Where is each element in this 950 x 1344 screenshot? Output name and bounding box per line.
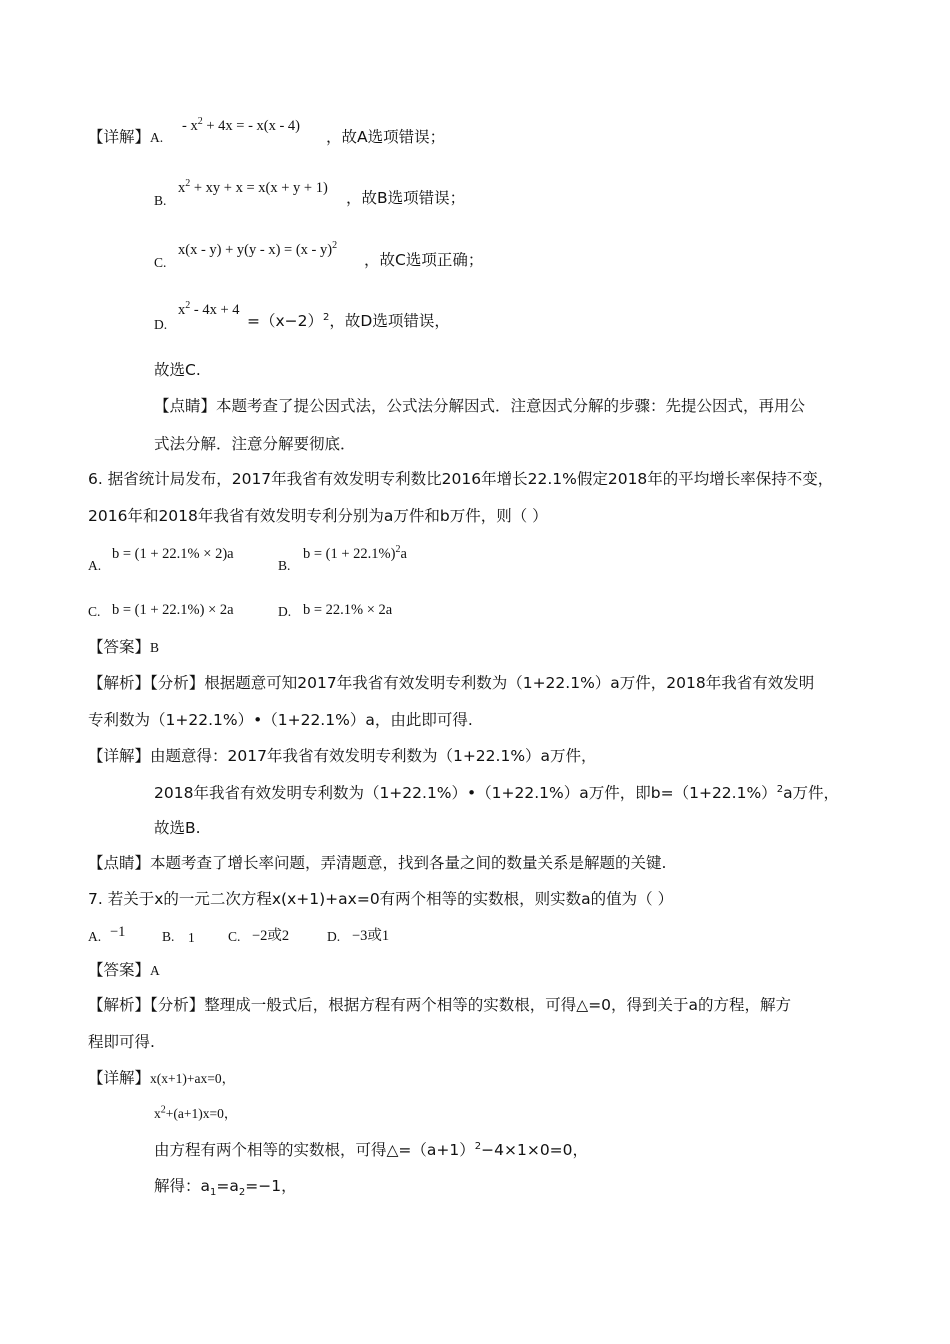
q5-option-c-formula: x(x - y) + y(y - x) = (x - y)$^2$: [178, 240, 338, 258]
q7-option-b-value: 1: [188, 930, 195, 945]
q6-analysis-line-2: 专利数为（1+22.1%）•（1+22.1%）a，由此即可得.: [88, 711, 473, 729]
q7-detail-line-1: 【详解】x(x+1)+ax=0，: [88, 1069, 236, 1087]
q7-option-d-value: −3或1: [352, 928, 390, 944]
q6-detail-line-1: 【详解】由题意得：2017年我省有效发明专利数为（1+22.1%）a万件，: [88, 747, 597, 765]
q6-dianjing: 【点睛】本题考查了增长率问题，弄清题意，找到各量之间的数量关系是解题的关键.: [88, 854, 667, 872]
q7-analysis-line-2: 程即可得.: [88, 1033, 155, 1051]
q5-option-b-label: B.: [154, 193, 167, 208]
q5-option-c-label: C.: [154, 255, 167, 270]
q6-option-b-formula: $b = (1 + 22.1\%)^2a$: [303, 544, 407, 562]
q7-option-a-label: A.: [88, 929, 102, 944]
q6-option-a-formula: b = (1 + 22.1% × 2)a: [112, 546, 234, 562]
q7-option-c-label: C.: [228, 929, 241, 944]
q5-dianjing-line-2: 式法分解．注意分解要彻底．: [154, 435, 356, 453]
q7-option-b-label: B.: [162, 929, 175, 944]
q5-option-d-verdict: $=(x-2)^2$，故D选项错误，: [247, 311, 450, 330]
q5-option-b-verdict: ，故B选项错误；: [346, 189, 466, 207]
q5-detail-line-a: 【详解】A.: [88, 128, 164, 146]
q7-option-c-value: −2或2: [252, 928, 290, 944]
q5-option-d-label: D.: [154, 317, 168, 332]
q6-answer: 【答案】B: [88, 638, 160, 656]
q6-option-b-label: B.: [278, 558, 291, 573]
q5-option-b-formula: $x^2$ + xy + x = x(x + y + 1): [178, 178, 328, 196]
q6-detail-line-2: 2018年我省有效发明专利数为（1+22.1%）•（1+22.1%）a万件，即$b=(1+22.1\%)^2a$万件，: [154, 783, 840, 802]
q5-detail-label: 【详解】: [88, 128, 151, 146]
q6-option-d-formula: b = 22.1% × 2a: [303, 602, 393, 618]
q6-detail-line-3: 故选B.: [154, 819, 201, 837]
q7-option-d-label: D.: [327, 929, 341, 944]
q5-option-d-formula: $x^2 - 4x + 4$: [178, 300, 240, 318]
q5-conclusion: 故选C.: [154, 361, 201, 379]
q5-option-a-formula: - $x^2 + 4x$ = - x(x - 4): [182, 116, 301, 134]
q5-option-c-verdict: ，故C选项正确；: [364, 251, 484, 269]
q5-option-a-verdict: ，故A选项错误；: [326, 128, 446, 146]
q7-analysis-line-1: 【解析】【分析】整理成一般式后，根据方程有两个相等的实数根，可得△=0，得到关于a的方程，解方: [88, 996, 792, 1014]
q5-dianjing-label: 【点睛】: [154, 397, 217, 415]
q6-option-a-label: A.: [88, 558, 102, 573]
q7-detail-line-3: 由方程有两个相等的实数根，可得$\triangle=(a+1)^2-4\times 1\times 0=0$，: [154, 1140, 589, 1159]
q7-detail-line-4: 解得：$a_1=a_2=-1$，: [154, 1177, 297, 1199]
q7-detail-line-2: $x^2+(a+1)x=0$，: [154, 1104, 238, 1121]
q7-stem: 7. 若关于x的一元二次方程x(x+1)+ax=0有两个相等的实数根，则实数a的值为（ ）: [88, 890, 674, 908]
q6-analysis-line-1: 【解析】【分析】根据题意可知2017年我省有效发明专利数为（1+22.1%）a万件，2018年我省有效发明: [88, 674, 815, 692]
q5-dianjing-line-1: 【点睛】本题考查了提公因式法，公式法分解因式．注意因式分解的步骤：先提公因式，再用公: [154, 397, 806, 415]
q6-option-c-formula: b = (1 + 22.1%) × 2a: [112, 602, 234, 618]
q6-stem-line-1: 6. 据省统计局发布，2017年我省有效发明专利数比2016年增长22.1%假定2018年的平均增长率保持不变，: [88, 470, 834, 488]
q6-option-d-label: D.: [278, 604, 292, 619]
q7-option-a-value: −1: [110, 924, 126, 940]
q6-option-c-label: C.: [88, 604, 101, 619]
q7-answer: 【答案】A: [88, 961, 160, 979]
q6-stem-line-2: 2016年和2018年我省有效发明专利分别为a万件和b万件，则（ ）: [88, 507, 548, 525]
